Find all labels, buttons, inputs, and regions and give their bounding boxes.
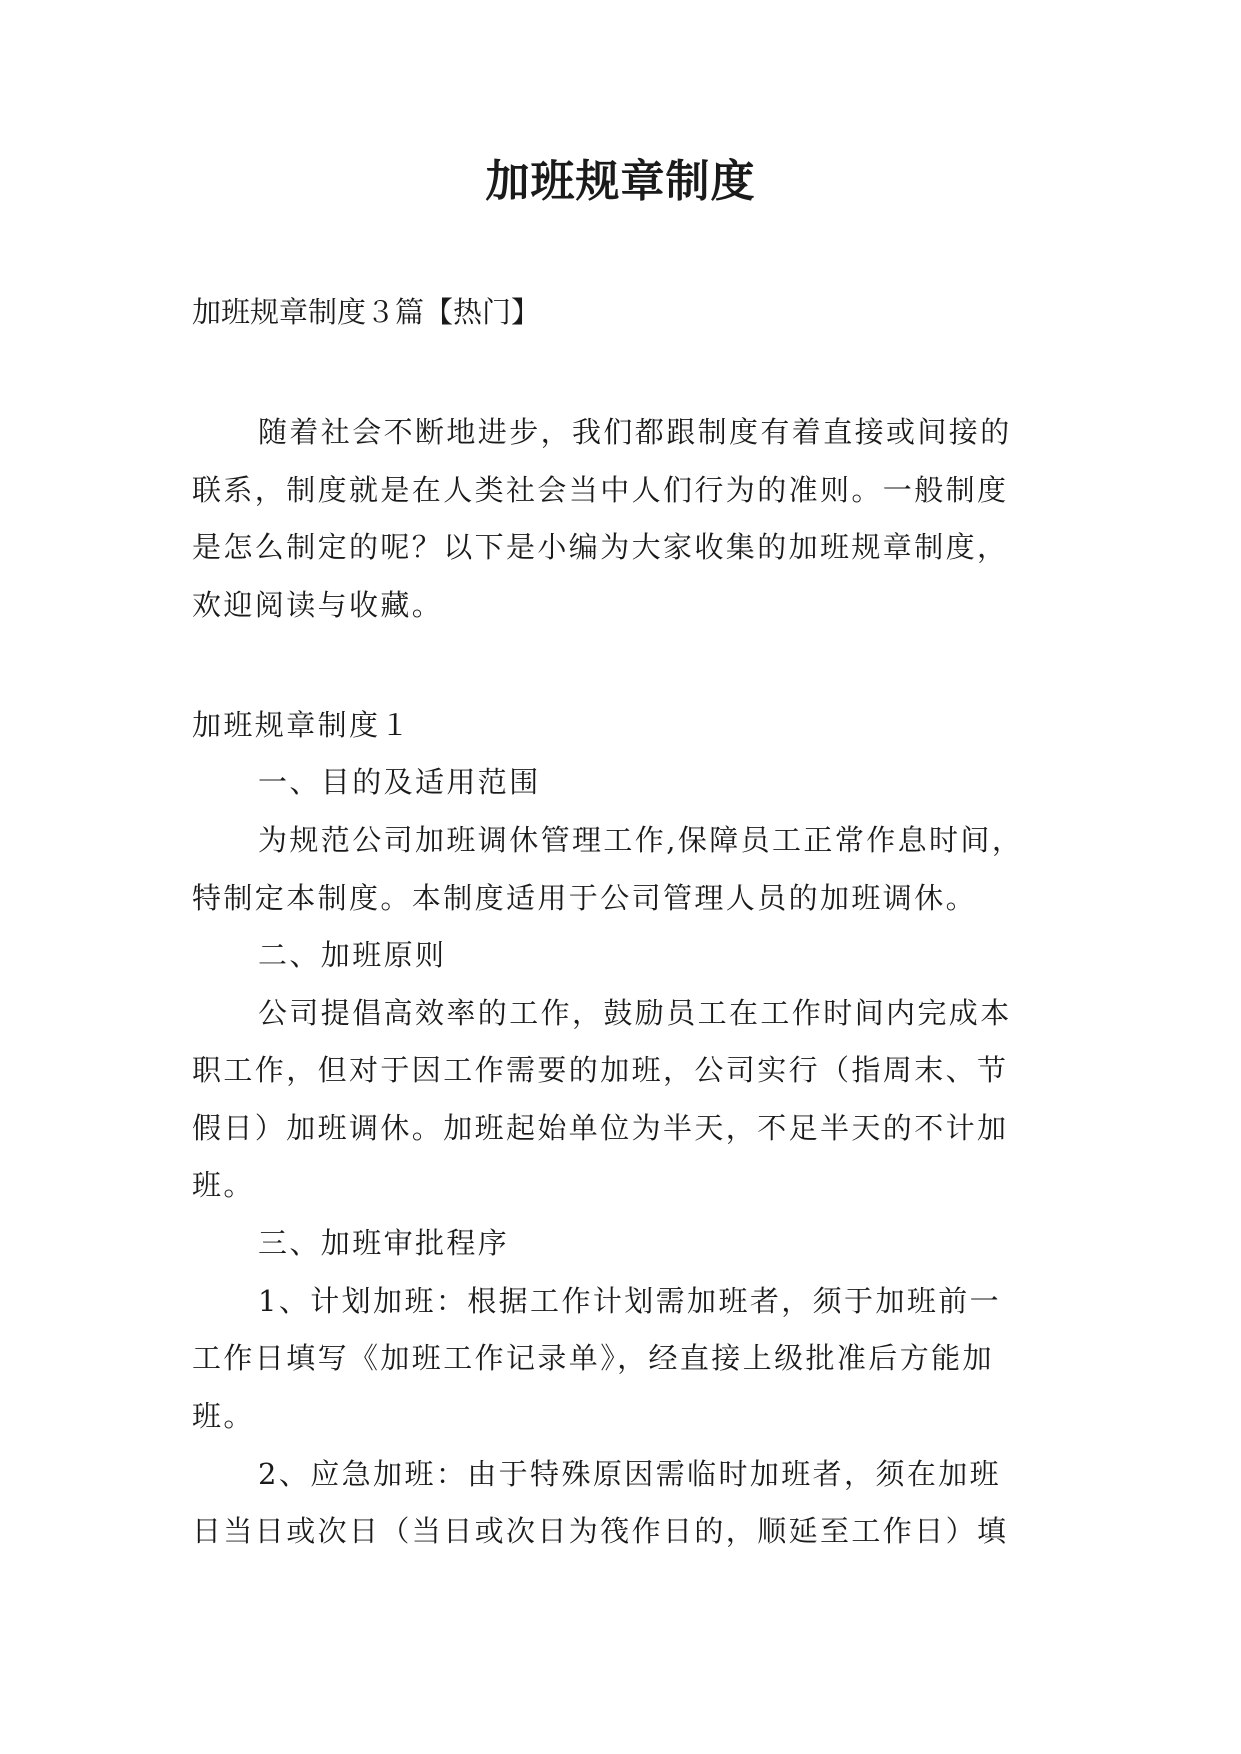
paragraph-line: 为规范公司加班调休管理工作,保障员工正常作息时间， <box>258 823 1024 857</box>
paragraph-line: 假日）加班调休。加班起始单位为半天，不足半天的不计加 <box>192 1111 1009 1145</box>
paragraph-line: 2、应急加班：由于特殊原因需临时加班者，须在加班 <box>258 1457 1002 1491</box>
section-heading: 二、加班原则 <box>258 938 447 972</box>
section-heading: 三、加班审批程序 <box>258 1226 510 1260</box>
paragraph-line: 班。 <box>192 1399 255 1433</box>
paragraph-line: 职工作，但对于因工作需要的加班，公司实行（指周末、节 <box>192 1053 1009 1087</box>
paragraph-line: 特制定本制度。本制度适用于公司管理人员的加班调休。 <box>192 881 978 915</box>
paragraph-line: 欢迎阅读与收藏。 <box>192 588 444 622</box>
document-subtitle: 加班规章制度３篇【热门】 <box>192 295 541 329</box>
paragraph-line: 班。 <box>192 1168 255 1202</box>
section-heading: 一、目的及适用范围 <box>258 765 541 799</box>
document-title: 加班规章制度 <box>485 156 756 207</box>
paragraph-line: 公司提倡高效率的工作，鼓励员工在工作时间内完成本 <box>258 996 1012 1030</box>
section-heading: 加班规章制度１ <box>192 708 412 742</box>
paragraph-line: 工作日填写《加班工作记录单》，经直接上级批准后方能加 <box>192 1341 994 1375</box>
paragraph-line: 是怎么制定的呢？以下是小编为大家收集的加班规章制度， <box>192 530 1009 564</box>
paragraph-line: 日当日或次日（当日或次日为筏作日的，顺延至工作日）填 <box>192 1514 1009 1548</box>
paragraph-line: 联系，制度就是在人类社会当中人们行为的准则。一般制度 <box>192 473 1009 507</box>
paragraph-line: 随着社会不断地进步，我们都跟制度有着直接或间接的 <box>258 415 1012 449</box>
paragraph-line: 1、计划加班：根据工作计划需加班者，须于加班前一 <box>258 1284 1002 1318</box>
